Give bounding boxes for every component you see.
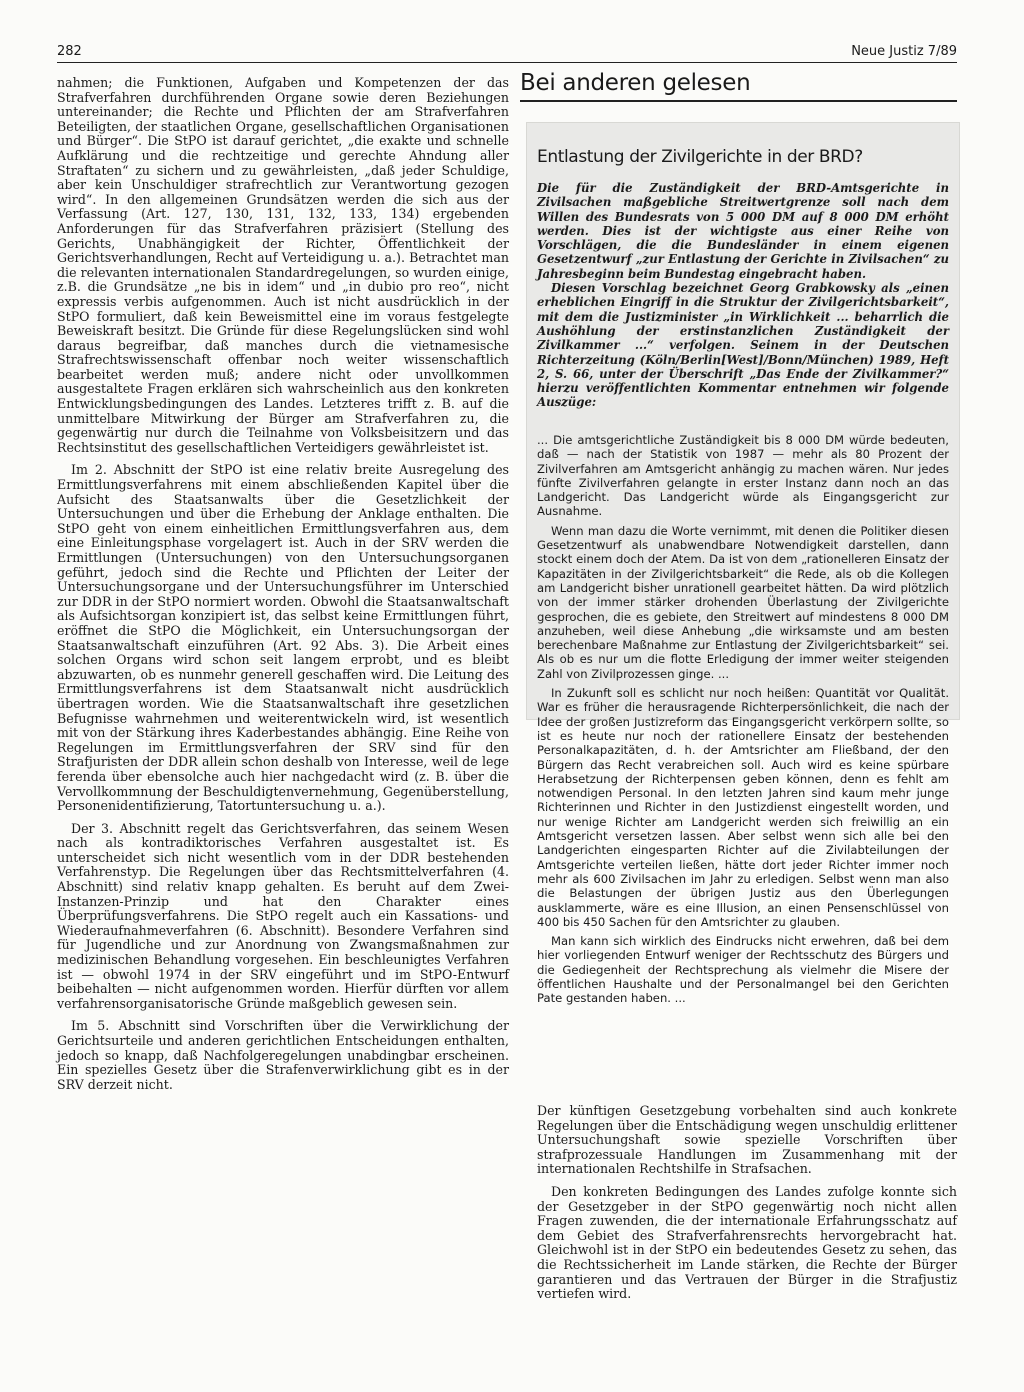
quoted-article-box <box>526 122 960 1006</box>
body-paragraph: nahmen; die Funktionen, Aufgaben und Kompetenzen der das Strafverfahren durchführenden Organe sowie deren Beziehungen untereinander; die Rechte und Pflichten der am Strafverfahren Beteiligten, der staatlichen Organe, gesellschaftlichen Organisationen und Bürger“. Die StPO ist darauf gerichtet, „die exakte und schnelle Aufklärung und die rechtzeitige und gerechte Ahndung aller Straftaten“ zu sichern und zu gewährleisten, „daß jeder Schuldige, aber kein Unschuldiger strafrechtlich zur Verantwortung gezogen wird“. In den allgemeinen Grundsätzen werden die sich aus der Verfassung (Art. 127, 130, 131, 132, 133, 134) ergebenden Anforderungen für das Strafverfahren präzisiert (Stellung des Gerichts, Unabhängigkeit der Richter, Öffentlichkeit der Gerichtsverhandlungen, Recht auf Verteidigung u. a.). Betrachtet man die relevanten internationalen Standardregelungen, so wurden einige, z.B. die Grundsätze „ne bis in idem“ und „in dubio pro reo“, nicht expressis verbis aufgenommen. Auch ist nicht ausdrücklich in der StPO formuliert, daß kein Beweismittel eine im voraus festgelegte Beweiskraft besitzt. Die Gründe für diese Regelungslücken sind wohl daraus begreifbar, daß manches durch die vietnamesische Strafrechtswissenschaft offenbar noch weiter wissenschaftlich bearbeitet werden muß; andere nicht oder unvollkommen ausgestaltete Fragen erklären sich wahrscheinlich aus den konkreten Entwicklungsbedingungen des Landes. Letzteres trifft z. B. auf die unmittelbare Mitwirkung der Bürger am Strafverfahren zu, die gegenwärtig nur durch die Teilnahme von Volksbeisitzern und das Rechtsinstitut des gesellschaftlichen Verteidigers gewährleistet ist. <box>57 75 509 455</box>
page-header <box>57 40 957 63</box>
journal-issue: Neue Justiz 7/89 <box>851 44 957 59</box>
body-paragraph: Den konkreten Bedingungen des Landes zufolge konnte sich der Gesetzgeber in der StPO gegenwärtig noch nicht allen Fragen zuwenden, die der internationale Erfahrungsschatz auf dem Gebiet des Strafverfahrensrechts hervorgebracht hat. Gleichwohl ist in der StPO ein bedeutendes Gesetz zu sehen, das die Rechtssicherheit im Lande stärken, die Rechte der Bürger garantieren und das Vertrauen der Bürger in die Strafjustiz vertiefen wird. <box>537 1183 957 1302</box>
body-paragraph: Im 5. Abschnitt sind Vorschriften über die Verwirklichung der Gerichtsurteile und anderen gerichtlichen Entscheidungen enthalten, jedoch so knapp, daß Nachfolgeregelungen unabdingbar erscheinen. Ein spezielles Gesetz über die Strafenverwirklichung gibt es in der SRV derzeit nicht. <box>57 1018 509 1092</box>
excerpt-paragraph: ... Die amtsgerichtliche Zuständigkeit bis 8 000 DM würde bedeuten, daß — nach der Statistik von 1987 — mehr als 80 Prozent der Zivilverfahren am Amtsgericht anhängig zu machen wären. Nur jedes fünfte Zivilverfahren gelangte in erster Instanz dann noch an das Landgericht. Das Landgericht würde als Eingangsgericht zur Ausnahme. <box>537 433 949 519</box>
intro-paragraph: Die für die Zuständigkeit der BRD-Amtsgerichte in Zivilsachen maßgebliche Streitwertgrenze soll nach dem Willen des Bundesrats von 5 000 DM auf 8 000 DM erhöht werden. Dies ist der wichtigste aus einer Reihe von Vorschlägen, die die Bundesländer in einem eigenen Gesetzentwurf „zur Entlastung der Gerichte in Zivilsachen“ zu Jahresbeginn beim Bundestag eingebracht haben. <box>537 181 949 281</box>
excerpt-paragraph: Man kann sich wirklich des Eindrucks nicht erwehren, daß bei dem hier vorliegenden Entwurf weniger der Rechtsschutz des Bürgers und die Gediegenheit der Rechtsprechung als vielmehr die Misere der öffentlichen Haushalte und der Personalmangel bei den Gerichten Pate gestanden haben. ... <box>537 934 949 1006</box>
intro-paragraph: Diesen Vorschlag bezeichnet Georg Grabkowsky als „einen erheblichen Eingriff in die Struktur der Zivilgerichtsbarkeit“, mit dem die Justizminister „in Wirklichkeit ... beharrlich die Aushöhlung der erstinstanzlichen Zuständigkeit der Zivilkammer ...“ verfolgen. Seinem in der Deutschen Richterzeitung (Köln/Berlin[West]/Bonn/München) 1989, Heft 2, S. 66, unter der Überschrift „Das Ende der Zivilkammer?“ hierzu veröffentlichten Kommentar entnehmen wir folgende Auszüge: <box>537 281 949 410</box>
article-excerpt <box>537 433 949 1011</box>
excerpt-paragraph: In Zukunft soll es schlicht nur noch heißen: Quantität vor Qualität. War es früher die herausragende Richterpersönlichkeit, die nach der Idee der großen Justizreform das Eingangsgericht verkörpern sollte, so ist es heute nur noch der rationellere Einsatz der bestehenden Personalkapazitäten, d. h. der Amtsrichter am Fließband, der den Bürgern das Recht verabreichen soll. Auch wird es keine spürbare Herabsetzung der Richterpensen geben können, denn es fehlt am notwendigen Personal. In den letzten Jahren sind kaum mehr junge Richterinnen und Richter in den Justizdienst eingestellt worden, und nur wenige Richter am Landgericht werden sich freiwillig an ein Amtsgericht versetzen lassen. Aber selbst wenn sich alle bei den Landgerichten eingesparten Richter auf die Zivilabteilungen der Amtsgerichte verteilen ließen, hätte dort jeder Richter immer noch mehr als 600 Zivilsachen im Jahr zu erledigen. Selbst wenn man also die Belastungen der übrigen Justiz aus den Überlegungen ausklammerte, wäre es eine Illusion, an einen Pensenschlüssel von 400 bis 450 Sachen für den Amtsrichter zu glauben. <box>537 686 949 929</box>
article-title: Entlastung der Zivilgerichte in der BRD? <box>537 147 863 167</box>
left-column <box>57 76 509 1100</box>
body-paragraph: Der künftigen Gesetzgebung vorbehalten sind auch konkrete Regelungen über die Entschädigung wegen unschuldig erlittener Untersuchungshaft sowie spezielle Vorschriften über strafprozessuale Handlungen im Zusammenhang mit der internationalen Rechtshilfe in Strafsachen. <box>537 1103 957 1177</box>
page-number: 282 <box>57 44 82 59</box>
body-paragraph: Im 2. Abschnitt der StPO ist eine relativ breite Ausregelung des Ermittlungsverfahrens mit einem abschließenden Kapitel über die Aufsicht des Staatsanwalts über die Gesetzlichkeit der Untersuchungen und über die Erhebung der Anklage enthalten. Die StPO geht von einem einheitlichen Ermittlungsverfahren aus, dem eine Einleitungsphase vorgelagert ist. Auch in der SRV werden die Ermittlungen (Untersuchungen) von den Untersuchungsorganen geführt, jedoch sind die Rechte und Pflichten der Leiter der Untersuchungsorgane und der Untersuchungsführer im Unterschied zur DDR in der StPO normiert worden. Obwohl die Staatsanwaltschaft als Aufsichtsorgan konzipiert ist, das selbst keine Ermittlungen führt, eröffnet die StPO die Möglichkeit, ein Untersuchungsorgan der Staatsanwaltschaft einzuführen (Art. 92 Abs. 3). Die Arbeit eines solchen Organs wird schon seit langem erprobt, und es bleibt abzuwarten, ob es nunmehr generell geschaffen wird. Die Leitung des Ermittlungsverfahrens ist dem Staatsanwalt nicht ausdrücklich übertragen worden. Wie die Staatsanwaltschaft ihre gesetzlichen Befugnisse wahrnehmen und weiterentwickeln wird, ist wesentlich mit von der Stärkung ihres Kaderbestandes abhängig. Eine Reihe von Regelungen im Ermittlungsverfahren der SRV sind für den Strafjuristen der DDR allein schon deshalb von Interesse, weil de lege ferenda über ebensolche auch hier nachgedacht wird (z. B. über die Vervollkommnung der Beschuldigtenvernehmung, Gegenüberstellung, Personenidentifizierung, Tatortuntersuchung u. a.). <box>57 462 509 814</box>
right-column <box>537 1104 957 1310</box>
body-paragraph: Der 3. Abschnitt regelt das Gerichtsverfahren, das seinem Wesen nach als kontradiktorisches Verfahren ausgestaltet ist. Es unterscheidet sich nicht wesentlich vom in der DDR bestehenden Verfahrenstyp. Die Regelungen über das Rechtsmittelverfahren (4. Abschnitt) sind relativ knapp gehalten. Es beruht auf dem Zwei-Instanzen-Prinzip und hat den Charakter eines Überprüfungsverfahrens. Die StPO regelt auch ein Kassations- und Wiederaufnahmeverfahren (6. Abschnitt). Besondere Verfahren sind für Jugendliche und zur Anordnung von Zwangsmaßnahmen zur medizinischen Behandlung vorgesehen. Ein beschleunigtes Verfahren ist — obwohl 1974 in der SRV eingeführt und im StPO-Entwurf beibehalten — nicht aufgenommen worden. Hierfür dürften vor allem verfahrensorganisatorische Gründe maßgeblich gewesen sein. <box>57 820 509 1011</box>
excerpt-paragraph: Wenn man dazu die Worte vernimmt, mit denen die Politiker diesen Gesetzentwurf als unabwendbare Notwendigkeit darstellen, dann stockt einem doch der Atem. Da ist von dem „rationelleren Einsatz der Kapazitäten in der Zivilgerichtsbarkeit“ die Rede, als ob die Kollegen am Landgericht bisher unrationell gearbeitet hätten. Da wird plötzlich von der immer stärker drohenden Überlastung der Zivilgerichte gesprochen, die es gebiete, den Streitwert auf mindestens 8 000 DM anzuheben, weil diese Anhebung „die wirksamste und am besten berechenbare Maßnahme zur Entlastung der Zivilgerichtsbarkeit“ sei. Als ob es nur um die flotte Erledigung der immer weiter steigenden Zahl von Zivilprozessen ginge. ... <box>537 523 949 681</box>
section-heading: Bei anderen gelesen <box>520 70 957 102</box>
article-intro <box>537 181 949 410</box>
